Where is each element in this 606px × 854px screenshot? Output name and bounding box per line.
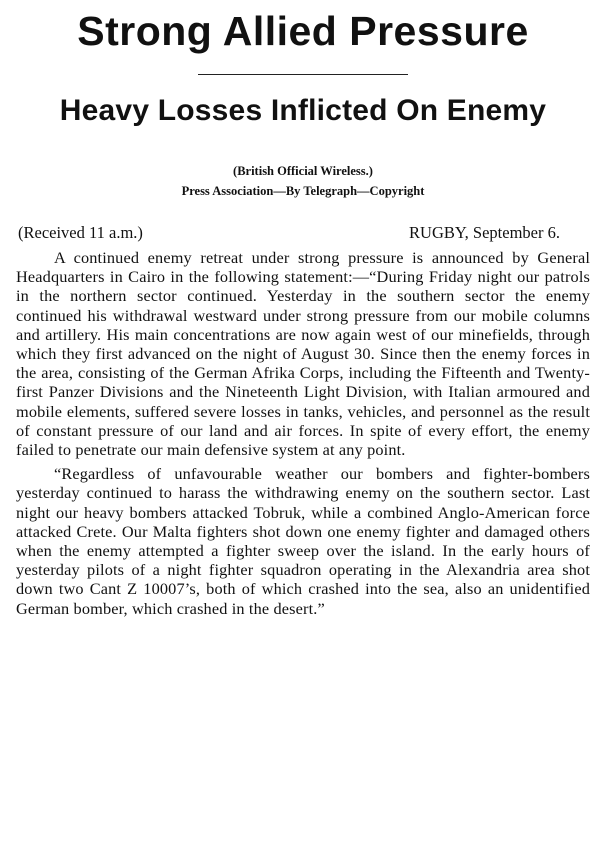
article-paragraph: “Regardless of unfavourable weather our bombers and fighter-bombers yesterday continued to harass the withdrawing enemy on the southern sector. Last night our heavy bombers attacked Tobruk, while a combined Anglo-American force attacked Crete. Our Malta fighters shot down one enemy fighter and damaged others when the enemy attempted a fighter sweep over the island. In the early hours of yesterday pilots of a night fighter squadron operating in the Alexandria area shot down two Cant Z 10007’s, both of which crashed into the sea, also an unidentified German bomber, which crashed in the desert.” <box>16 464 590 618</box>
place-date: RUGBY, September 6. <box>409 223 560 242</box>
received-time: (Received 11 a.m.) <box>18 223 143 242</box>
source-line: (British Official Wireless.) <box>233 164 373 178</box>
headline: Strong Allied Pressure <box>77 8 529 54</box>
article-paragraph: A continued enemy retreat under strong pressure is announced by General Headquarters in Cairo in the following statement:—“During Friday night our patrols in the northern sector continued. Yesterday in the southern sector the enemy continued his withdrawal westward under strong pressure from our mobile columns and artillery. His main concentrations are now again west of our minefields, through which they first advanced on the night of August 30. Since then the enemy forces in the area, consisting of the German Afrika Corps, including the Fifteenth and Twenty-first Panzer Divisions and the Nineteenth Light Division, with Italian armoured and mobile elements, suffered severe losses in tanks, vehicles, and personnel as the result of constant pressure of our land and air forces. In spite of every effort, the enemy failed to penetrate our main defensive system at any point. <box>16 248 590 460</box>
dateline-row <box>16 223 590 243</box>
agency-line: Press Association—By Telegraph—Copyright <box>181 184 425 198</box>
headline-divider <box>198 74 408 75</box>
subheadline: Heavy Losses Inflicted On Enemy <box>59 94 547 127</box>
